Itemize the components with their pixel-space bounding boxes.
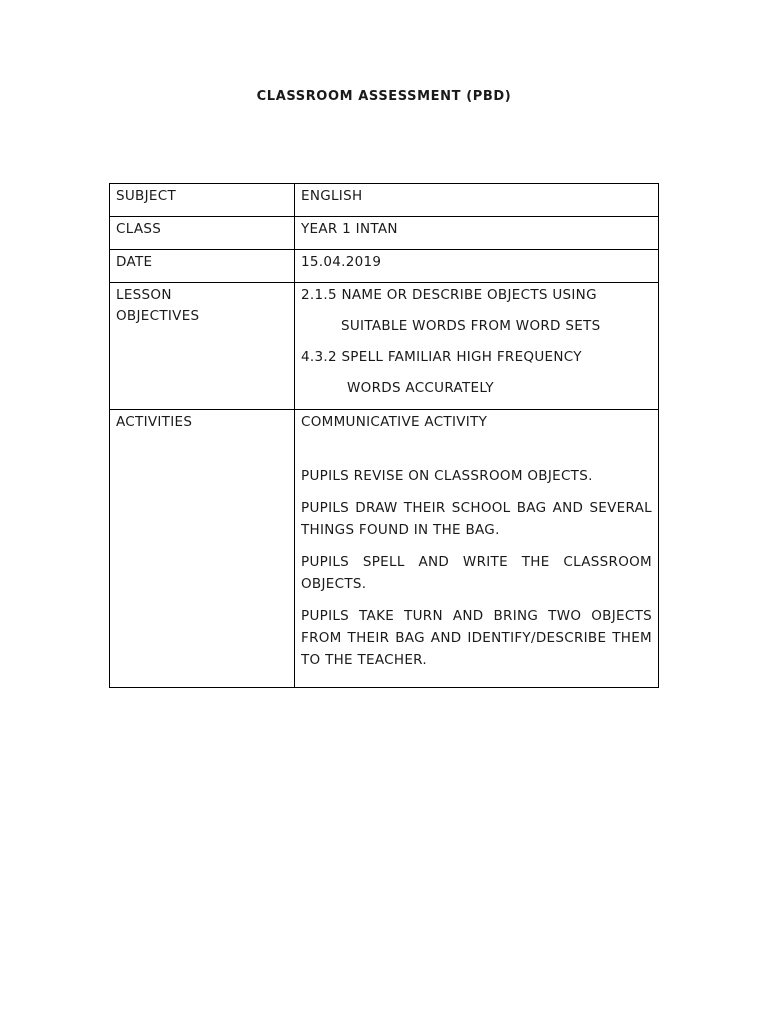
table-row-class	[110, 217, 659, 250]
activities-label: ACTIVITIES	[110, 410, 295, 688]
table-row-lesson-objectives	[110, 283, 659, 410]
class-value-text: YEAR 1 INTAN	[301, 221, 398, 237]
activities-heading: COMMUNICATIVE ACTIVITY	[301, 414, 488, 430]
table-row-subject	[110, 184, 659, 217]
lesson-objectives-label-line1: LESSON	[116, 287, 172, 303]
lesson-objectives-value	[295, 283, 659, 410]
activity-item: PUPILS DRAW THEIR SCHOOL BAG AND SEVERAL THINGS FOUND IN THE BAG.	[301, 500, 652, 538]
date-value	[295, 250, 659, 283]
table-row-activities	[110, 410, 659, 688]
table-row-date	[110, 250, 659, 283]
class-value	[295, 217, 659, 250]
subject-value-text: ENGLISH	[301, 188, 363, 204]
objective-2-continuation: WORDS ACCURATELY	[347, 380, 494, 396]
subject-label: SUBJECT	[110, 184, 295, 217]
lesson-objectives-label	[110, 283, 295, 410]
objective-1-continuation: SUITABLE WORDS FROM WORD SETS	[341, 318, 601, 334]
objective-2-main: 4.3.2 SPELL FAMILIAR HIGH FREQUENCY	[301, 349, 582, 365]
subject-value	[295, 184, 659, 217]
objective-1-main: 2.1.5 NAME OR DESCRIBE OBJECTS USING	[301, 287, 597, 303]
document-title: CLASSROOM ASSESSMENT (PBD)	[256, 89, 512, 104]
activities-value	[295, 410, 659, 688]
date-label: DATE	[110, 250, 295, 283]
assessment-table	[109, 183, 659, 688]
activity-item: PUPILS REVISE ON CLASSROOM OBJECTS.	[301, 468, 593, 484]
lesson-objectives-label-line2: OBJECTIVES	[116, 308, 200, 324]
date-value-text: 15.04.2019	[301, 254, 382, 270]
class-label: CLASS	[110, 217, 295, 250]
activity-item: PUPILS TAKE TURN AND BRING TWO OBJECTS FROM THEIR BAG AND IDENTIFY/DESCRIBE THEM TO THE TEACHER.	[301, 608, 652, 668]
activity-item: PUPILS SPELL AND WRITE THE CLASSROOM OBJECTS.	[301, 554, 652, 592]
